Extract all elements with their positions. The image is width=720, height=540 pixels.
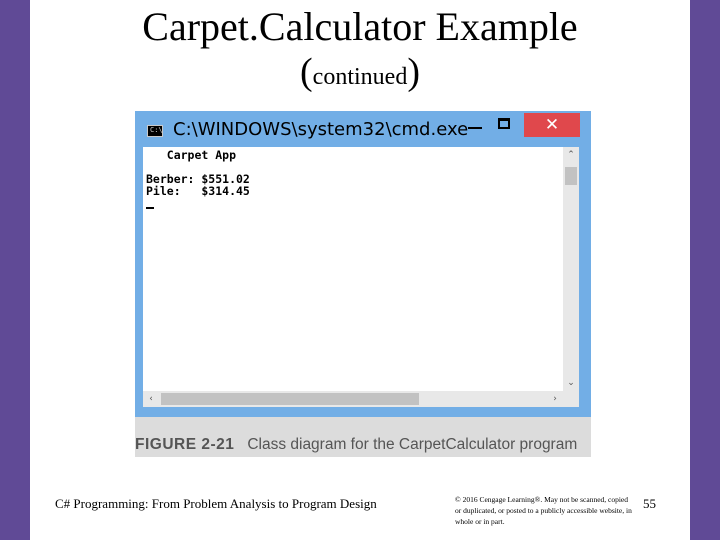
left-accent-bar [0, 0, 30, 540]
window-title: C:\WINDOWS\system32\cmd.exe [173, 119, 469, 140]
cmd-window [135, 111, 591, 417]
console-line-3: Berber: $551.02 [146, 172, 250, 186]
figure-caption-text: Class diagram for the CarpetCalculator program [247, 436, 578, 453]
title-open-paren: ( [300, 51, 313, 93]
cmd-icon[interactable] [147, 125, 163, 137]
console-output[interactable] [143, 147, 563, 391]
horizontal-scrollbar[interactable] [143, 391, 563, 407]
title-continued [30, 50, 690, 99]
console-cursor [146, 207, 154, 209]
scroll-down-icon[interactable]: ⌄ [567, 378, 575, 388]
window-titlebar[interactable] [135, 111, 591, 147]
figure-screenshot [135, 111, 591, 457]
vertical-scrollbar[interactable] [563, 147, 579, 391]
vertical-scroll-thumb[interactable] [565, 167, 577, 185]
console-text [146, 149, 250, 197]
maximize-icon[interactable] [498, 118, 510, 129]
slide-title [30, 4, 690, 99]
figure-caption [135, 436, 577, 454]
figure-number: FIGURE 2-21 [135, 436, 235, 453]
footer-copyright: © 2016 Cengage Learning®. May not be scanned, copied or duplicated, or posted to a publicly accessible website, in whole or in part. [455, 495, 632, 526]
scrollbar-corner [563, 391, 579, 407]
page-number: 55 [643, 496, 656, 511]
close-icon[interactable]: ✕ [524, 113, 580, 137]
right-accent-bar [690, 0, 720, 540]
title-continued-text: continued [312, 64, 408, 90]
scroll-right-icon[interactable]: › [553, 394, 557, 404]
console-line-4: Pile: $314.45 [146, 184, 250, 198]
title-close-paren: ) [407, 51, 420, 93]
scroll-left-icon[interactable]: ‹ [149, 394, 153, 404]
cmd-icon-glyph: C:\ [150, 126, 163, 134]
title-main: Carpet.Calculator Example [142, 4, 578, 49]
console-line-1: Carpet App [146, 148, 237, 162]
scroll-up-icon[interactable]: ⌃ [567, 150, 575, 160]
footer-book-title: C# Programming: From Problem Analysis to Program Design [55, 496, 377, 511]
horizontal-scroll-thumb[interactable] [161, 393, 419, 405]
minimize-icon[interactable] [468, 127, 482, 129]
